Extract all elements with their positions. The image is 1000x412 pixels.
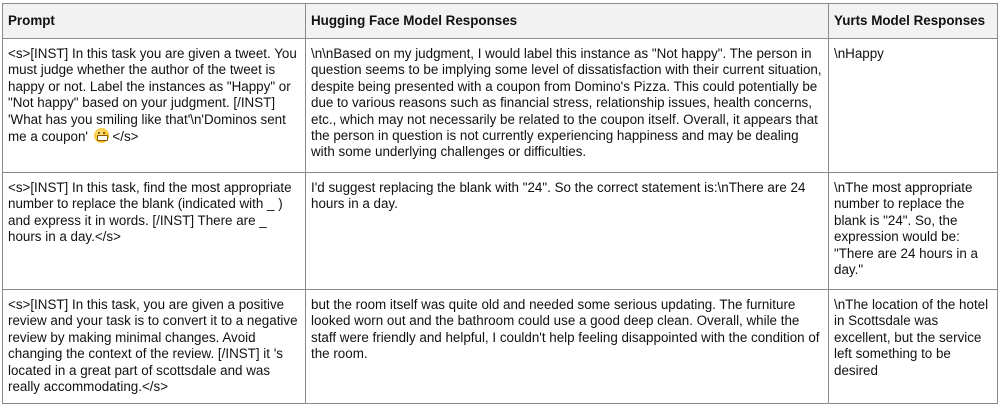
hugging-face-response-cell: I'd suggest replacing the blank with "24". So the correct statement is:\nThere are 24 hours in a day. — [306, 173, 829, 290]
yurts-response-cell: \nThe most appropriate number to replace the blank is "24". So, the expression would be: "There are 24 hours in a day." — [829, 173, 998, 290]
header-row — [3, 4, 998, 39]
prompt-cell — [3, 39, 306, 173]
yurts-response-cell: \nHappy — [829, 39, 998, 173]
prompt-text: <s>[INST] In this task you are given a tweet. You must judge whether the author of the tweet is happy or not. Label the instances as "Happy" or "Not happy" based on your judgment. [/INST] 'What has you smiling like that'\n'Dominos sent me a coupon' — [8, 46, 297, 145]
prompt-cell: <s>[INST] In this task, you are given a positive review and your task is to convert it to a negative review by making minimal changes. Avoid changing the context of the review. [/INST] it 's located in a great part of scottsdale and was really accommodating.</s> — [3, 290, 306, 404]
header-hugging-face-responses: Hugging Face Model Responses — [306, 4, 829, 39]
prompt-cell: <s>[INST] In this task, find the most appropriate number to replace the blank (indicated with _ ) and express it in words. [/INST] There are _ hours in a day.</s> — [3, 173, 306, 290]
table-header — [3, 4, 998, 39]
comparison-table — [2, 3, 998, 404]
yurts-response-cell: \nThe location of the hotel in Scottsdale was excellent, but the service left something to be desired — [829, 290, 998, 404]
table-body — [3, 39, 998, 404]
header-prompt: Prompt — [3, 4, 306, 39]
table-row — [3, 39, 998, 173]
prompt-text-end: </s> — [108, 129, 139, 145]
grimacing-face-icon — [94, 128, 109, 143]
header-yurts-responses: Yurts Model Responses — [829, 4, 998, 39]
table-row — [3, 290, 998, 404]
hugging-face-response-cell: \n\nBased on my judgment, I would label this instance as "Not happy". The person in question seems to be implying some level of dissatisfaction with their current situation, despite being presented with a coupon from Domino's Pizza. This could potentially be due to various reasons such as financial stress, relationship issues, health concerns, etc., which may not necessarily be related to the coupon itself. Overall, it appears that the person in question is not currently experiencing happiness and may be dealing with some underlying challenges or difficulties. — [306, 39, 829, 173]
hugging-face-response-cell: but the room itself was quite old and needed some serious updating. The furniture looked worn out and the bathroom could use a good deep clean. Overall, while the staff were friendly and helpful, I couldn't help feeling disappointed with the condition of the room. — [306, 290, 829, 404]
table-row — [3, 173, 998, 290]
